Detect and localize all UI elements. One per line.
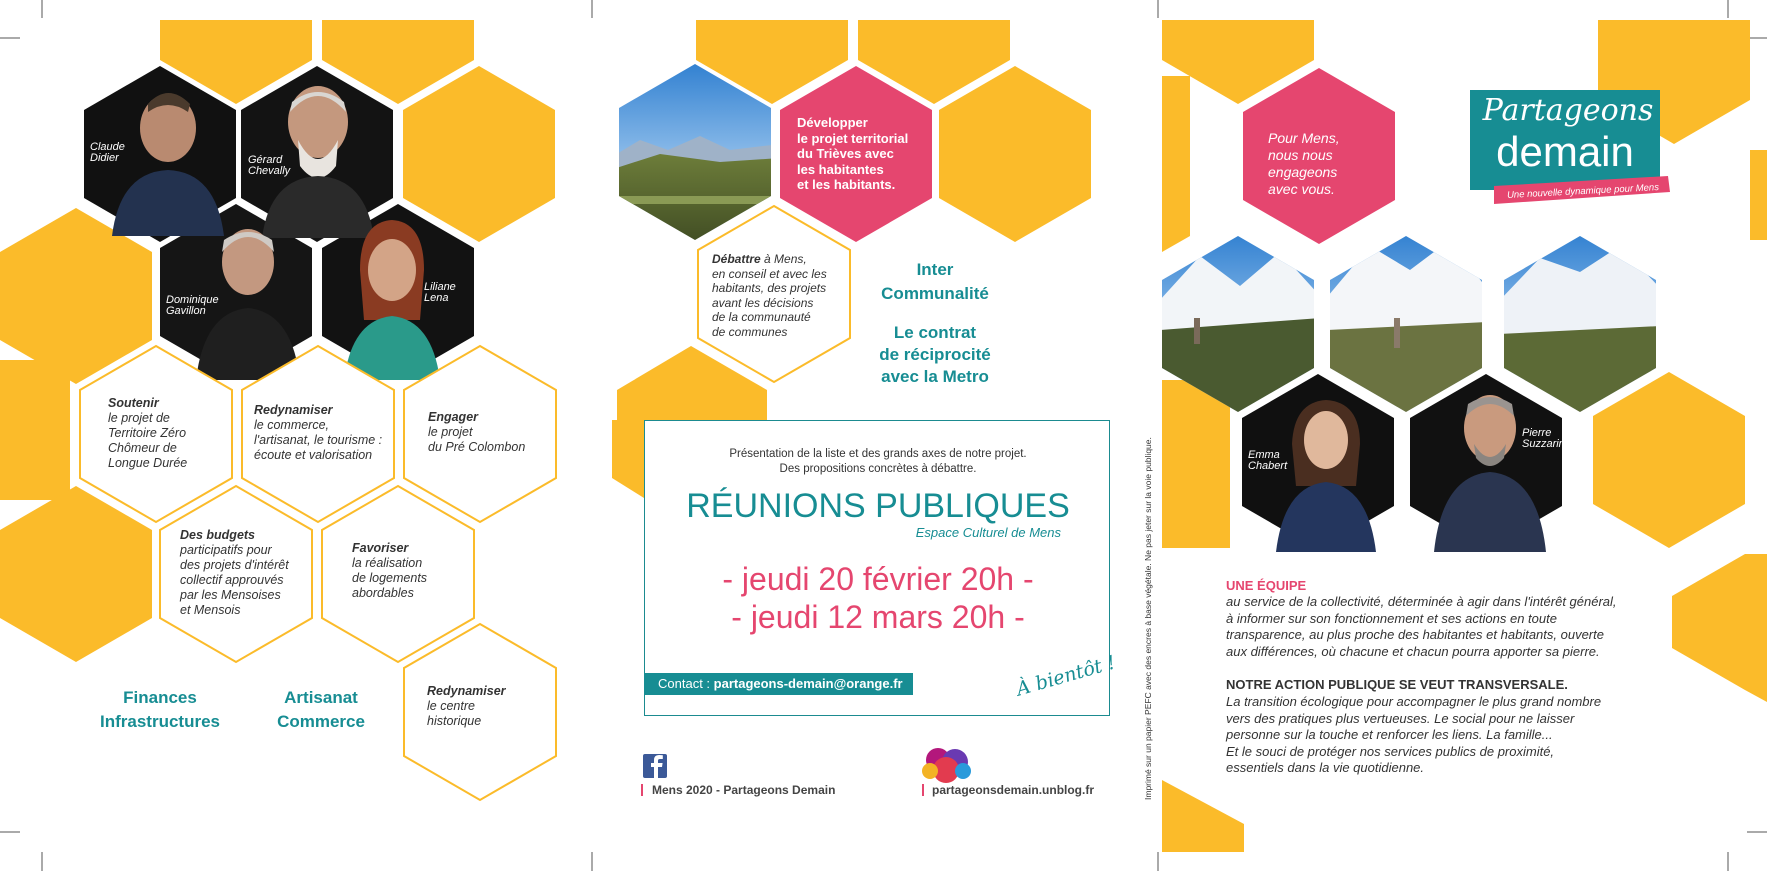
person-name-emma: Emma Chabert [1248,449,1288,472]
meeting-date-1: - jeudi 20 février 20h - [722,561,1034,597]
hex-yellow [612,420,644,498]
action-heading: NOTRE ACTION PUBLIQUE SE VEUT TRANSVERSALE. [1226,677,1568,692]
hex-text-budgets: Des budgets participatifs pour des projets d'intérêt collectif approuvés par les Mensoises et Mensois [180,528,289,617]
print-note: Imprimé sur un papier PEFC avec des encres à base végétale. Ne pas jeter sur la voie publique. [1143,437,1153,800]
contact-email-link[interactable]: partageons-demain@orange.fr [713,676,903,691]
facebook-icon [643,754,667,778]
theme-finances: Finances Infrastructures [100,688,220,731]
meeting-date-2: - jeudi 12 mars 20h - [731,599,1025,635]
signoff-a-bientot: À bientôt ! [1013,651,1118,701]
facebook-page-label[interactable]: Mens 2020 - Partageons Demain [652,783,836,797]
hex-text-redynamiser-commerce: Redynamiser le commerce, l'artisanat, le tourisme : écoute et valorisation [254,403,383,462]
hex-yellow-edge [0,360,70,500]
hex-text-soutenir: Soutenir le projet de Territoire Zéro Chômeur de Longue Durée [108,396,188,470]
hex-yellow-edge [1750,150,1767,240]
contact-bar [644,673,913,695]
person-name-claude: Claude Didier [90,141,125,164]
hex-yellow-edge [1162,76,1190,252]
logo-tagline: Une nouvelle dynamique pour Mens [1506,182,1660,201]
meetings-venue: Espace Culturel de Mens [915,525,1061,540]
hex-yellow [1672,554,1767,702]
hex-text-debattre: Débattre à Mens, en conseil et avec les habitants, des projets avant les décisions de la communauté de communes [712,252,827,339]
hex-yellow [0,486,152,662]
meetings-intro: Présentation de la liste et des grands axes de notre projet. Des propositions concrètes à débattre. [729,448,1027,475]
logo-demain: demain [1496,128,1634,175]
action-text: La transition écologique pour accompagner le plus grand nombre vers des pratiques plus vertueuses. Le social pour ne laisser personne sur la touche et renforcer les liens. La famille... Et le souci de protéger nos services publics de proximité, essentiels dans la vie quotidienne. [1226,694,1602,775]
hex-yellow [1593,372,1745,548]
pink-hex-text-develop: Développer le projet territorial du Trièves avec les habitantes et les habitants. [797,115,909,192]
theme-contrat-reciprocite: Le contrat de réciprocité avec la Metro [879,323,991,386]
hex-text-favoriser: Favoriser la réalisation de logements abordables [352,541,428,600]
hex-yellow [403,66,555,242]
team-heading: UNE ÉQUIPE [1226,578,1307,593]
hex-text-redynamiser-centre: Redynamiser le centre historique [427,684,506,728]
website-link[interactable]: partageonsdemain.unblog.fr [932,783,1095,797]
hex-yellow [1162,780,1244,852]
theme-artisanat: Artisanat Commerce [277,688,365,731]
meetings-title: RÉUNIONS PUBLIQUES [686,487,1070,525]
person-name-dominique: Dominique Gavillon [166,294,219,317]
person-name-gerard: Gérard Chevally [248,154,291,177]
logo-partageons: Partageons [1482,93,1654,128]
blog-logo-icon [922,748,971,783]
person-name-liliane: Liliane Lena [424,281,456,304]
hex-yellow-edge [1162,380,1230,548]
contact-label: Contact : [658,676,711,691]
theme-intercommunalite: Inter Communalité [881,260,989,303]
hex-text-engager: Engager le projet du Pré Colombon [428,410,526,454]
hex-yellow [939,66,1091,242]
team-text: au service de la collectivité, déterminée à agir dans l'intérêt général, à informer sur son fonctionnement et ses actions en toute transparence, au plus proche des habitantes et habitants, ouverte aux différences, où chacune et chacun pourra apporter sa pierre. [1226,594,1617,659]
pink-hex-text-pour-mens: Pour Mens, nous nous engageons avec vous. [1268,130,1340,197]
public-meetings-box [644,420,1118,716]
person-name-pierre: Pierre Suzzarini [1522,427,1568,450]
